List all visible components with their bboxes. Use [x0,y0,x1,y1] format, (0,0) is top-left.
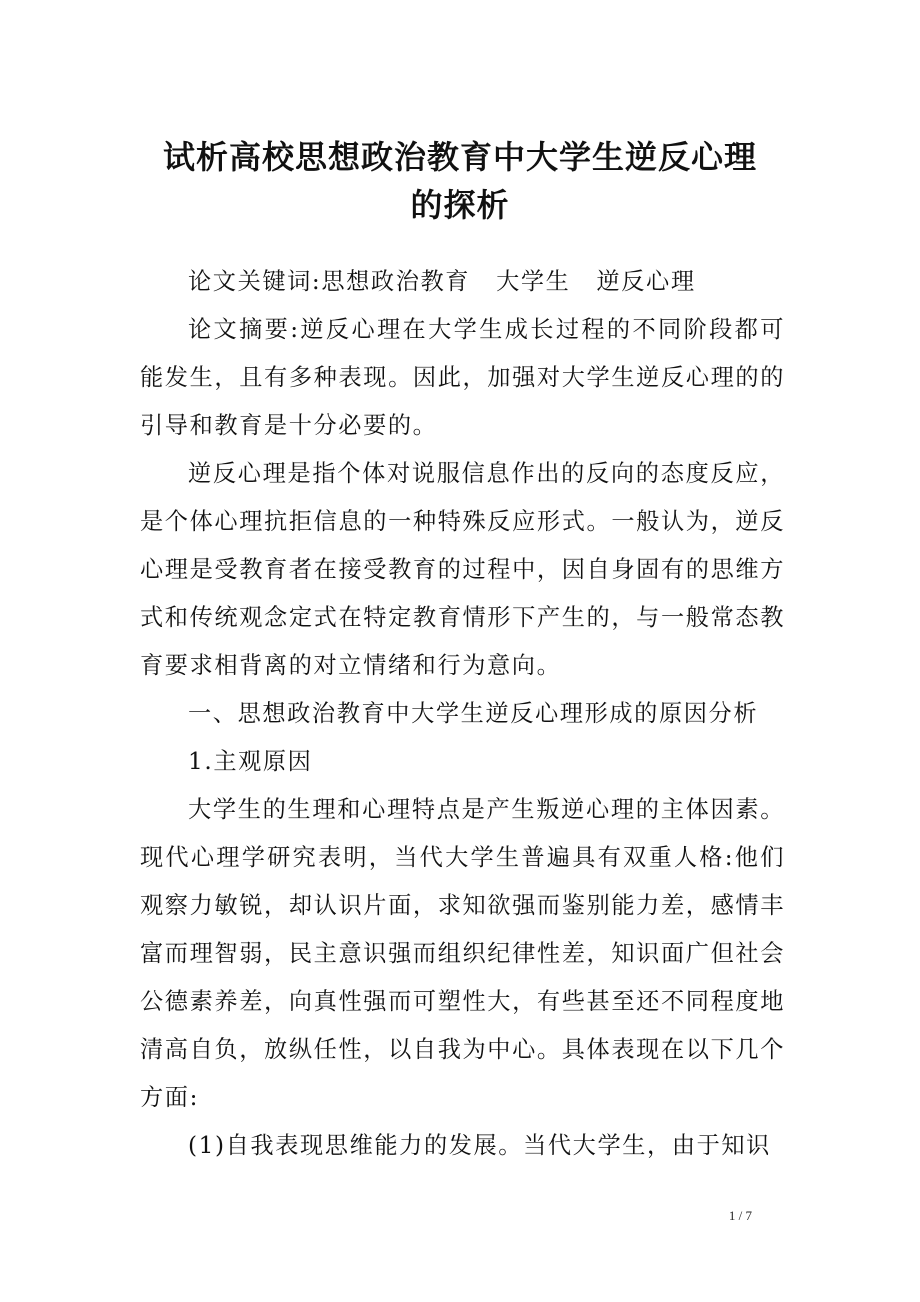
title-line-2: 的探析 [410,186,510,225]
keyword: 思想政治教育 [321,268,471,295]
body-paragraph: 逆反心理是指个体对说服信息作出的反向的态度反应，是个体心理抗拒信息的一种特殊反应形式。一般认为，逆反心理是受教育者在接受教育的过程中，因自身固有的思维方式和传统观念定式在特定教育情形下产生的，与一般常态教育要求相背离的对立情绪和行为意向。 [140,460,785,679]
title-line-1: 试析高校思想政治教育中大学生逆反心理 [162,138,757,177]
keyword: 逆反心理 [596,268,696,295]
page-number: 1 / 7 [728,1208,752,1223]
keyword: 大学生 [496,268,571,295]
body-paragraph: 大学生的生理和心理特点是产生叛逆心理的主体因素。现代心理学研究表明，当代大学生普遍具有双重人格:他们观察力敏锐，却认识片面，求知欲强而鉴别能力差，感情丰富而理智弱，民主意识强而组织纪律性差，知识面广但社会公德素养差，向真性强而可塑性大，有些甚至还不同程度地清高自负，放纵任性，以自我为中心。具体表现在以下几个方面: [140,796,785,1111]
body-paragraph: (1)自我表现思维能力的发展。当代大学生，由于知识 [188,1132,771,1159]
abstract-paragraph: 论文摘要:逆反心理在大学生成长过程的不同阶段都可能发生，且有多种表现。因此，加强对大学生逆反心理的的引导和教育是十分必要的。 [140,316,785,439]
keywords-line [140,258,785,306]
subsection-heading: 1.主观原因 [188,748,313,775]
section-heading: 一、思想政治教育中大学生逆反心理形成的原因分析 [188,700,759,727]
document-title [120,133,800,229]
keywords-label: 论文关键词: [188,268,322,295]
document-body [140,258,785,1170]
